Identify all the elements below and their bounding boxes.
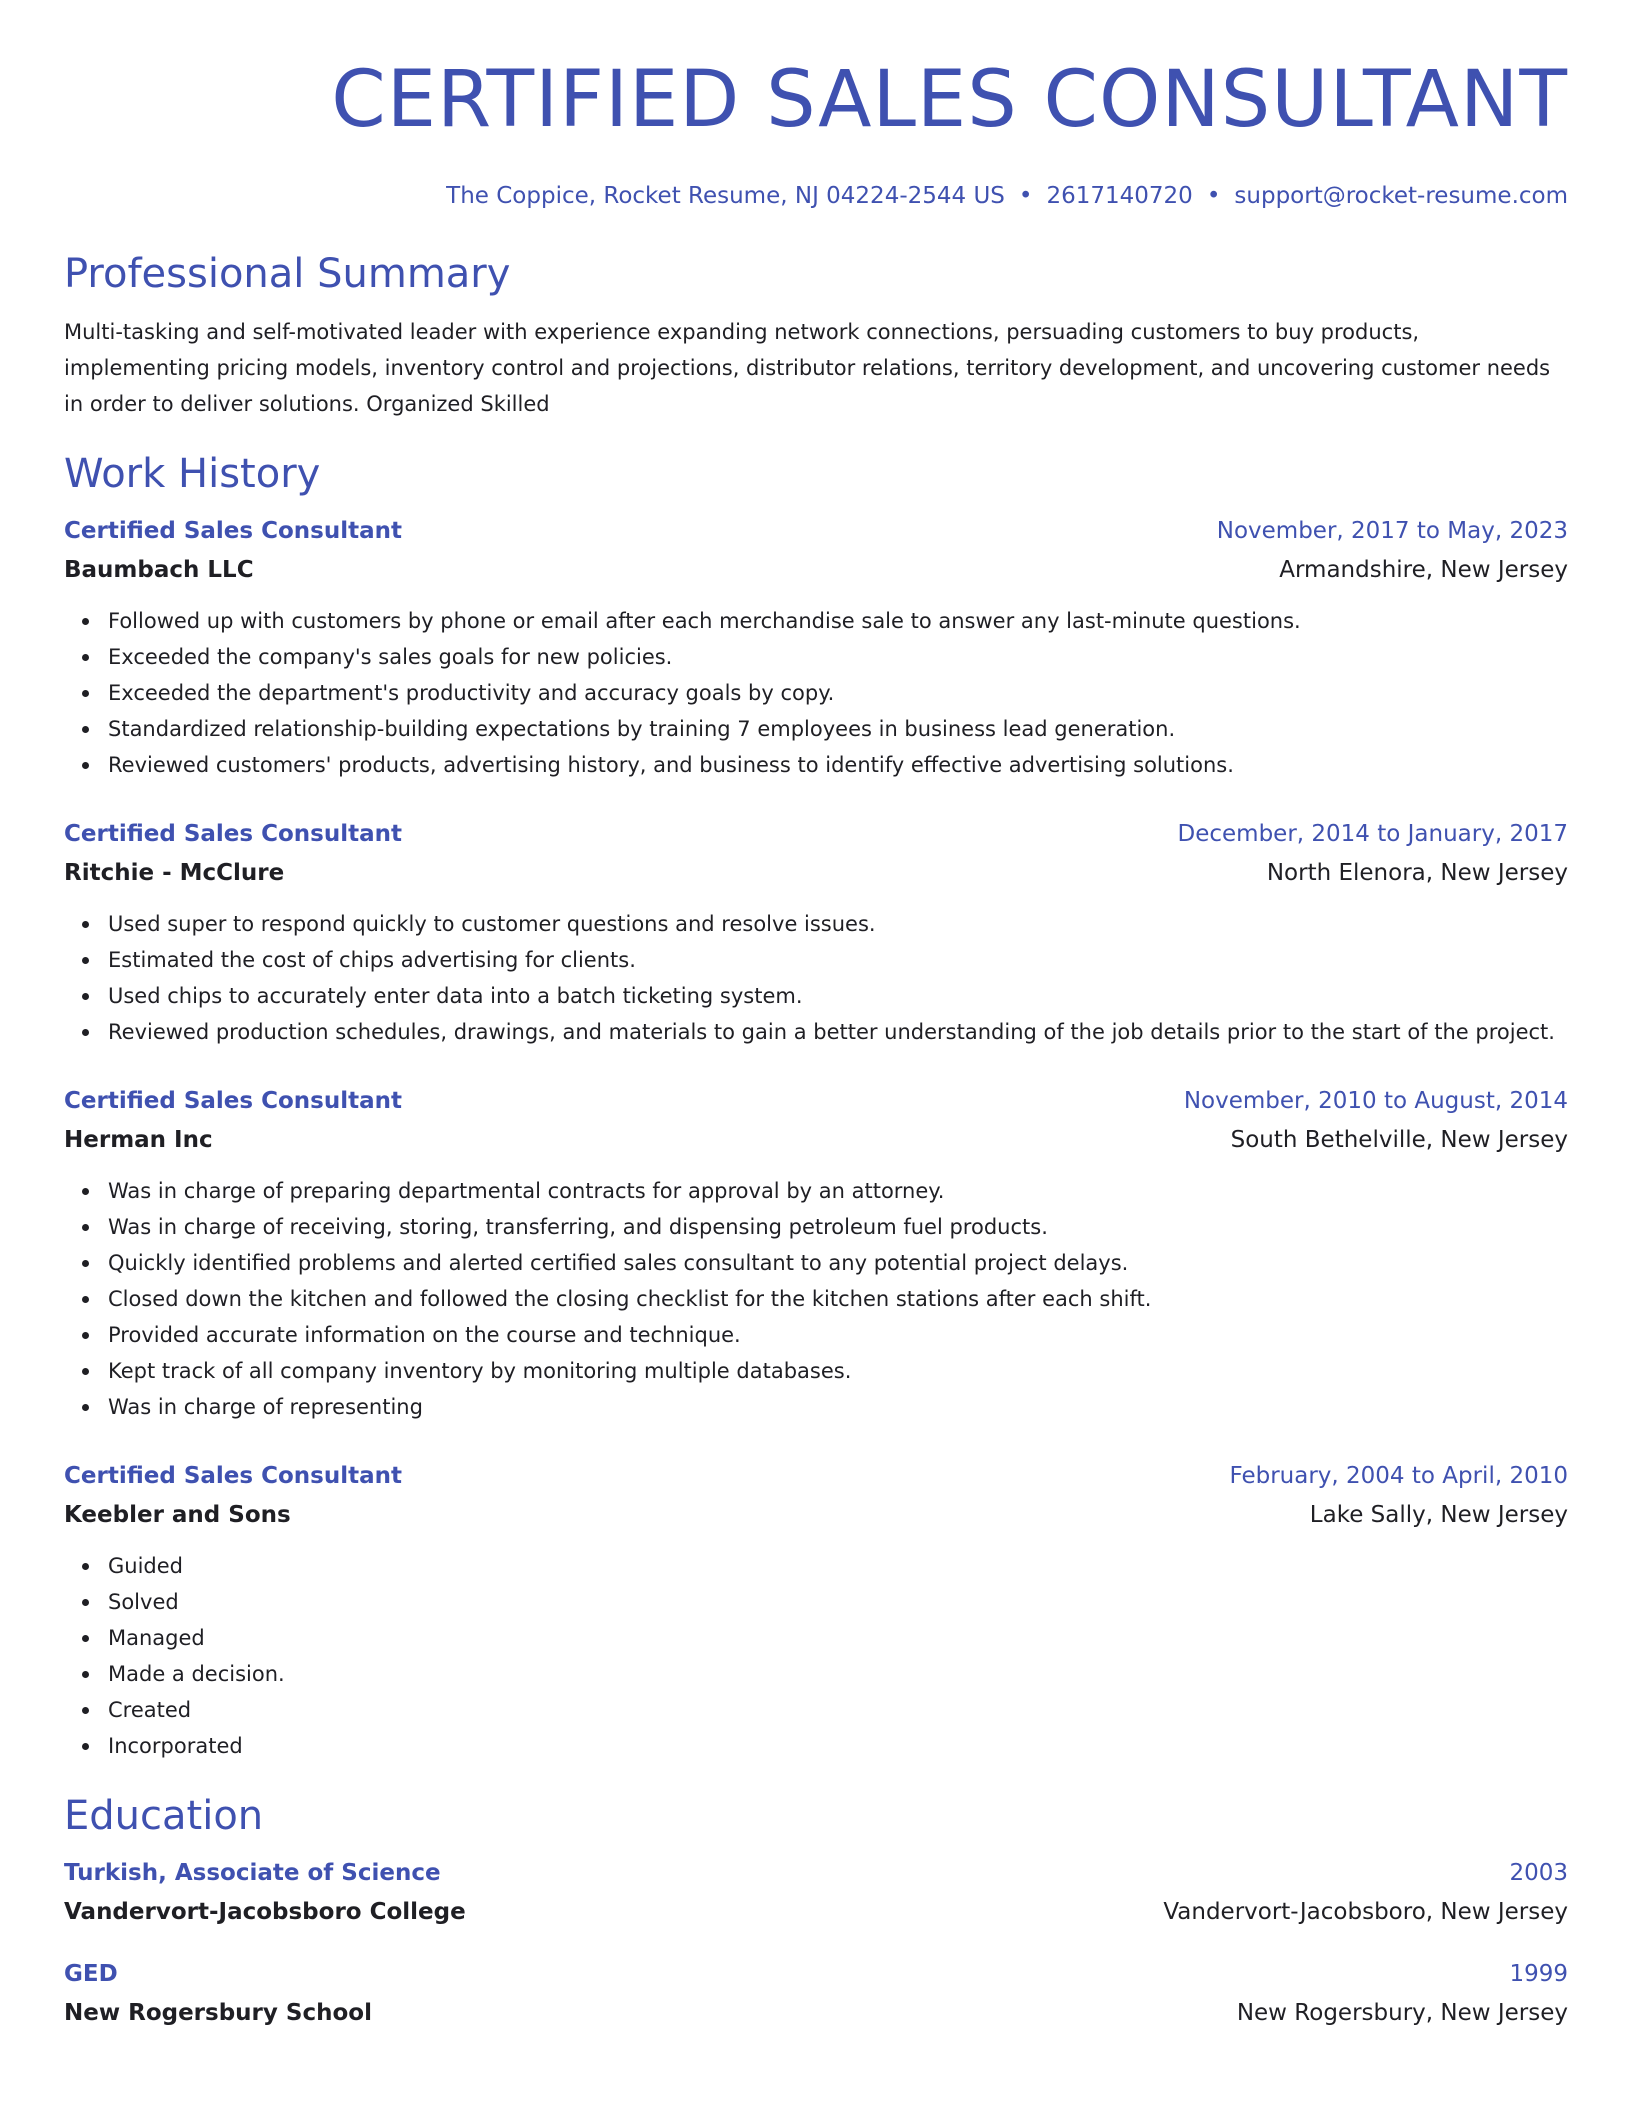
job-location: Armandshire, New Jersey — [1279, 557, 1568, 583]
contact-separator: • — [1018, 183, 1033, 209]
job-company: Herman Inc — [64, 1127, 213, 1153]
education-year: 2003 — [1509, 1860, 1568, 1886]
contact-line — [64, 182, 1568, 210]
job-header-row — [64, 1086, 1568, 1116]
job-bullets — [64, 1173, 1568, 1425]
section-title-education: Education — [64, 1793, 264, 1839]
section-title-work-history: Work History — [64, 451, 321, 497]
education-degree: GED — [64, 1961, 118, 1987]
education-school-row — [64, 1897, 1568, 1927]
job-dates: November, 2010 to August, 2014 — [1183, 1088, 1568, 1114]
bullet-item: Standardized relationship-building expectations by training 7 employees in business lead generation. — [108, 711, 1568, 747]
bullet-item: Reviewed customers' products, advertising history, and business to identify effective advertising solutions. — [108, 747, 1568, 783]
education-header-row — [64, 1959, 1568, 1989]
bullet-item: Exceeded the department's productivity and accuracy goals by copy. — [108, 675, 1568, 711]
bullet-item: Used super to respond quickly to customer questions and resolve issues. — [108, 906, 1568, 942]
summary-text: Multi-tasking and self-motivated leader with experience expanding network connections, persuading customers to buy products, implementing pricing models, inventory control and projections, distributor relations, territory development, and uncovering customer needs in order to deliver solutions. Organized Skilled — [64, 320, 1551, 416]
job-title: Certified Sales Consultant — [64, 1463, 402, 1489]
job-bullets — [64, 603, 1568, 783]
job-company-row — [64, 858, 1568, 888]
bullet-item: Followed up with customers by phone or email after each merchandise sale to answer any last-minute questions. — [108, 603, 1568, 639]
bullet-item: Provided accurate information on the course and technique. — [108, 1317, 1568, 1353]
education-location: New Rogersbury, New Jersey — [1236, 2000, 1568, 2026]
job-company: Keebler and Sons — [64, 1502, 291, 1528]
job-location: Lake Sally, New Jersey — [1309, 1502, 1568, 1528]
education-section — [64, 1792, 1568, 2028]
job-title: Certified Sales Consultant — [64, 821, 402, 847]
bullet-item: Solved — [108, 1584, 1568, 1620]
bullet-item: Used chips to accurately enter data into a batch ticketing system. — [108, 978, 1568, 1014]
job-dates: February, 2004 to April, 2010 — [1229, 1463, 1568, 1489]
education-year: 1999 — [1509, 1961, 1568, 1987]
job-company-row — [64, 1125, 1568, 1155]
bullet-item: Incorporated — [108, 1728, 1568, 1764]
bullet-item: Kept track of all company inventory by monitoring multiple databases. — [108, 1353, 1568, 1389]
bullet-item: Was in charge of preparing departmental contracts for approval by an attorney. — [108, 1173, 1568, 1209]
job-company: Baumbach LLC — [64, 557, 254, 583]
contact-address: The Coppice, Rocket Resume, NJ 04224-2544 US — [446, 183, 1005, 209]
education-entry — [64, 1959, 1568, 2028]
bullet-item: Created — [108, 1692, 1568, 1728]
bullet-item: Quickly identified problems and alerted certified sales consultant to any potential project delays. — [108, 1245, 1568, 1281]
bullet-item: Was in charge of receiving, storing, transferring, and dispensing petroleum fuel products. — [108, 1209, 1568, 1245]
job-company: Ritchie - McClure — [64, 860, 285, 886]
job-company-row — [64, 1500, 1568, 1530]
job-dates: December, 2014 to January, 2017 — [1177, 821, 1568, 847]
job-dates: November, 2017 to May, 2023 — [1216, 518, 1568, 544]
education-school-row — [64, 1998, 1568, 2028]
job-location: North Elenora, New Jersey — [1266, 860, 1568, 886]
job-entry — [64, 1461, 1568, 1764]
job-entry — [64, 819, 1568, 1050]
job-bullets — [64, 1548, 1568, 1764]
job-title: Certified Sales Consultant — [64, 518, 402, 544]
bullet-item: Reviewed production schedules, drawings, and materials to gain a better understanding of the job details prior to the start of the project. — [108, 1014, 1568, 1050]
job-entry — [64, 1086, 1568, 1425]
job-header-row — [64, 516, 1568, 546]
education-school: Vandervort-Jacobsboro College — [64, 1899, 466, 1925]
work-history-section — [64, 450, 1568, 1764]
bullet-item: Exceeded the company's sales goals for new policies. — [108, 639, 1568, 675]
bullet-item: Made a decision. — [108, 1656, 1568, 1692]
contact-email[interactable]: support@rocket-resume.com — [1234, 183, 1568, 209]
candidate-name: CERTIFIED SALES CONSULTANT — [331, 55, 1568, 145]
education-school: New Rogersbury School — [64, 2000, 372, 2026]
education-location: Vandervort-Jacobsboro, New Jersey — [1163, 1899, 1568, 1925]
job-bullets — [64, 906, 1568, 1050]
job-header-row — [64, 819, 1568, 849]
education-degree: Turkish, Associate of Science — [64, 1860, 441, 1886]
job-entry — [64, 516, 1568, 783]
job-title: Certified Sales Consultant — [64, 1088, 402, 1114]
bullet-item: Managed — [108, 1620, 1568, 1656]
bullet-item: Estimated the cost of chips advertising for clients. — [108, 942, 1568, 978]
resume-header — [64, 0, 1568, 210]
contact-separator: • — [1206, 183, 1221, 209]
job-header-row — [64, 1461, 1568, 1491]
bullet-item: Closed down the kitchen and followed the closing checklist for the kitchen stations after each shift. — [108, 1281, 1568, 1317]
education-entry — [64, 1858, 1568, 1927]
job-company-row — [64, 555, 1568, 585]
job-location: South Bethelville, New Jersey — [1230, 1127, 1568, 1153]
section-title-summary: Professional Summary — [64, 251, 511, 297]
contact-phone[interactable]: 2617140720 — [1046, 183, 1193, 209]
education-header-row — [64, 1858, 1568, 1888]
bullet-item: Guided — [108, 1548, 1568, 1584]
summary-section — [64, 250, 1568, 422]
bullet-item: Was in charge of representing — [108, 1389, 1568, 1425]
